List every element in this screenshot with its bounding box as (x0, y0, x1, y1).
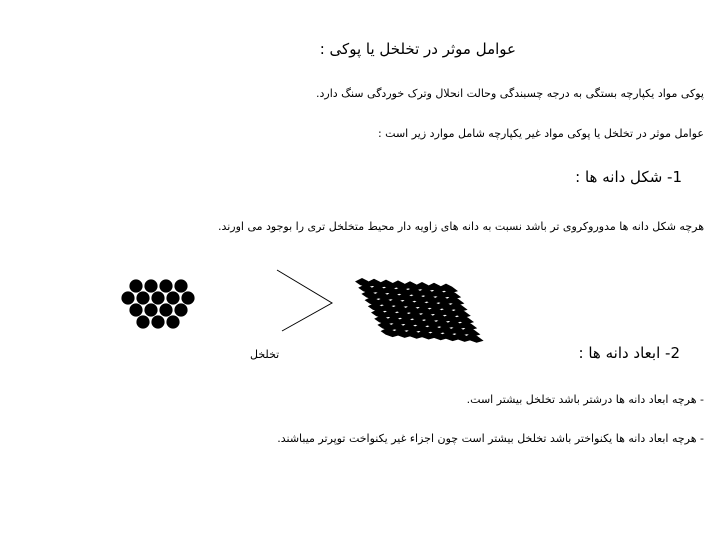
rounded-grain (166, 315, 179, 328)
rounded-grain (129, 279, 142, 292)
page-title: عوامل موثر در تخلخل یا پوکی : (319, 40, 516, 58)
rounded-grain (166, 291, 179, 304)
rounded-grain (174, 279, 187, 292)
paragraph-grain-shape: هرچه شکل دانه ها مدوروکروی تر باشد نسبت به دانه های زاویه دار محیط متخلخل تری را بوجود می اورند. (217, 220, 704, 233)
rounded-grains-illustration (121, 279, 194, 328)
paragraph-consolidated-porosity: پوکی مواد یکپارچه بستگی به درجه چسبندگی وحالت انحلال وترک خوردگی سنگ دارد. (315, 87, 704, 100)
rounded-grain (159, 279, 172, 292)
figure-label-porosity: تخلخل (250, 348, 280, 361)
paragraph-unconsolidated-factors: عوامل موثر در تخلخل یا پوکی مواد غیر یکپارچه شامل موارد زیر است : (377, 127, 704, 140)
rounded-grain (136, 315, 149, 328)
rounded-grain (144, 303, 157, 316)
angular-grains-illustration (355, 278, 484, 343)
bullet-size-uniform: - هرچه ابعاد دانه ها یکنواختر باشد تخلخل بیشتر است چون اجزاء غیر یکنواخت توپرتر میباشند. (277, 432, 704, 445)
rounded-grain (136, 291, 149, 304)
angular-grain (465, 333, 484, 343)
rounded-grain (121, 291, 134, 304)
bullet-size-coarser: - هرچه ابعاد دانه ها درشتر باشد تخلخل بیشتر است. (466, 393, 704, 406)
heading-grain-shape: 1- شکل دانه ها : (575, 168, 682, 186)
rounded-grain (151, 291, 164, 304)
rounded-grain (151, 315, 164, 328)
rounded-grain (144, 279, 157, 292)
rounded-grain (181, 291, 194, 304)
heading-grain-size: 2- ابعاد دانه ها : (578, 344, 680, 362)
rounded-grain (159, 303, 172, 316)
rounded-grain (129, 303, 142, 316)
comparison-arrow-lines (277, 270, 332, 331)
rounded-grain (174, 303, 187, 316)
